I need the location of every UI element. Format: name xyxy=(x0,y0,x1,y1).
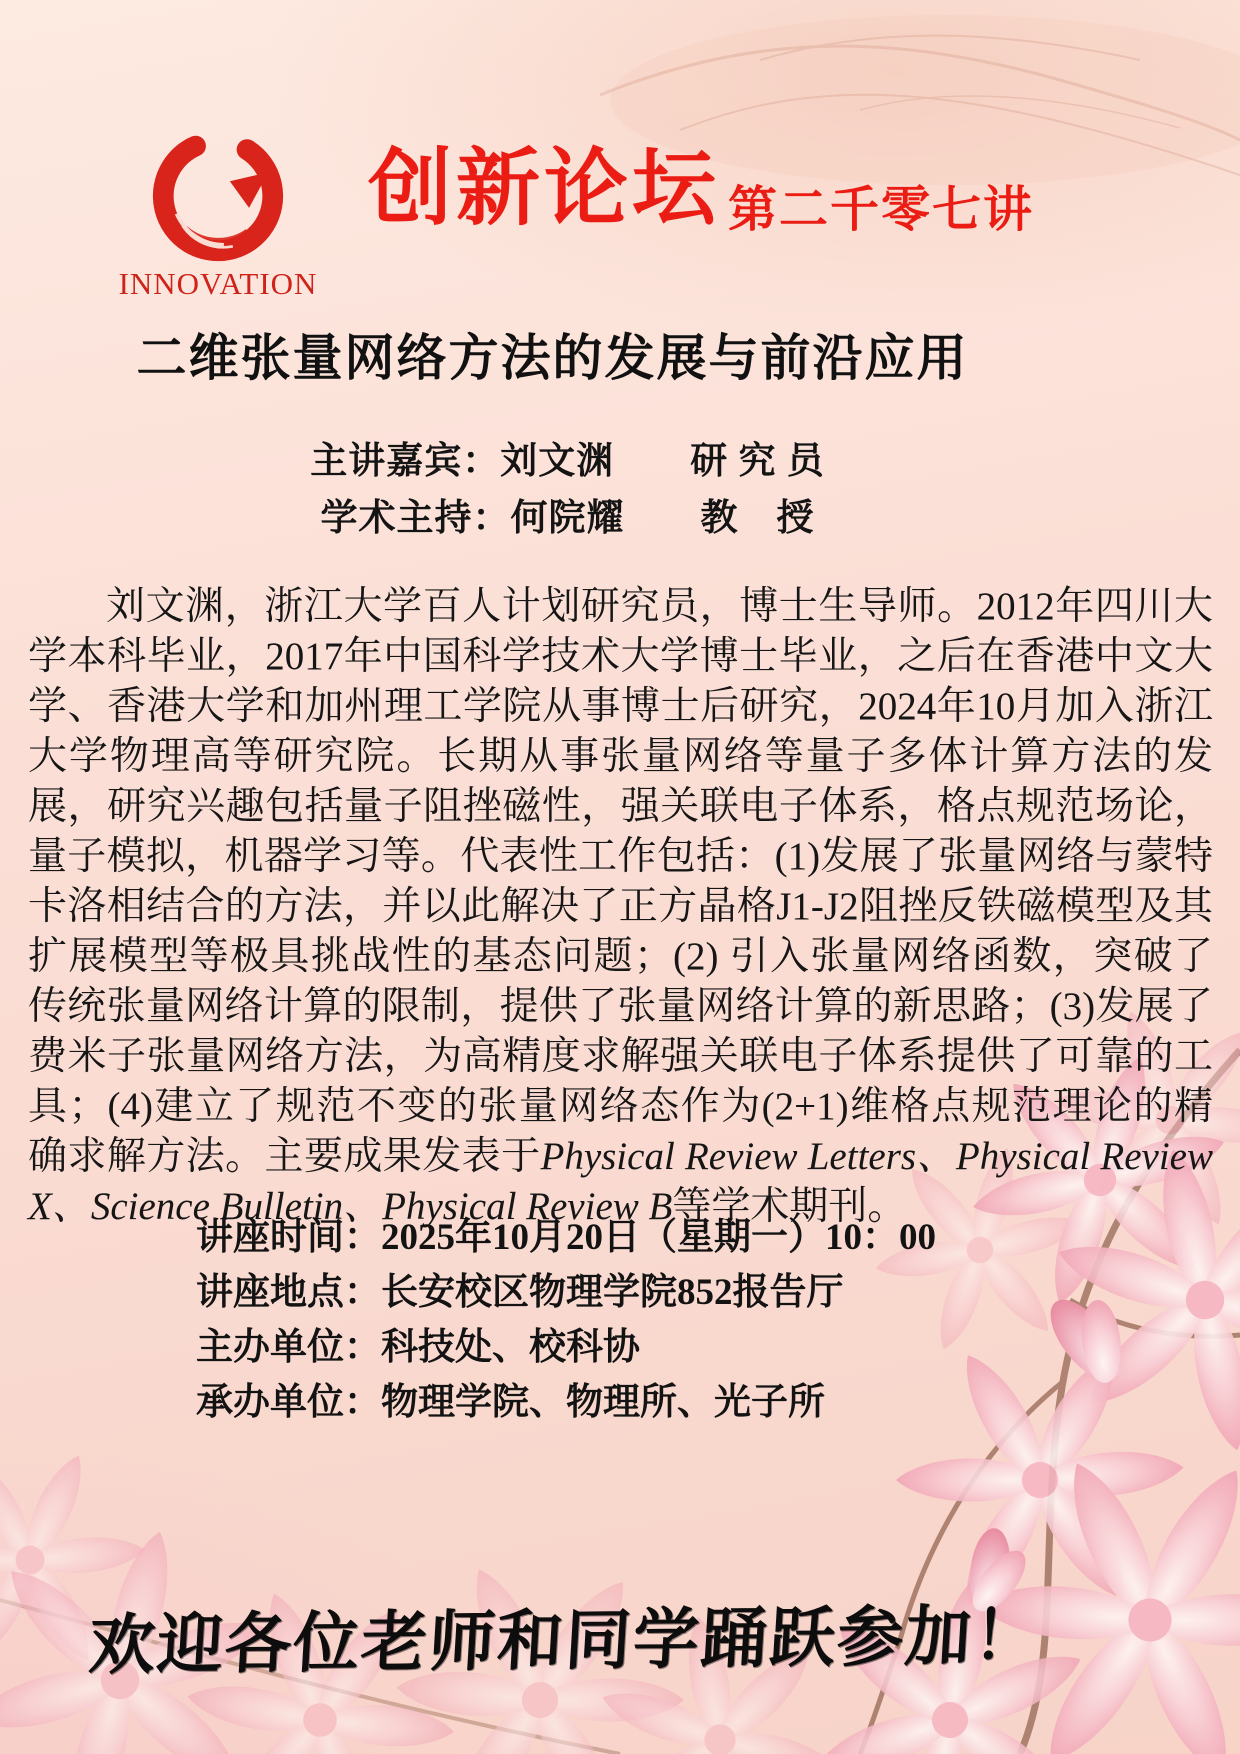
session-number: 第二千零七讲 xyxy=(728,183,1035,237)
detail-value: 长安校区物理学院852报告厅 xyxy=(381,1272,844,1313)
detail-row-organizer xyxy=(196,1320,936,1375)
logo-label: INNOVATION xyxy=(118,266,318,301)
forum-title: 创新论坛 xyxy=(368,141,721,235)
lecture-title: 二维张量网络方法的发展与前沿应用 xyxy=(136,330,969,386)
detail-value: 2025年10月20日（星期一）10：00 xyxy=(381,1217,936,1258)
detail-label: 讲座地点： xyxy=(196,1272,381,1313)
speaker-line: 主讲嘉宾：刘文渊 研 究 员 xyxy=(310,441,825,482)
detail-label: 主办单位： xyxy=(196,1327,381,1368)
welcome-calligraphy: 欢迎各位老师和同学踊跃参加！ xyxy=(86,1599,1044,1684)
lecture-details xyxy=(196,1210,936,1430)
detail-value: 物理学院、物理所、光子所 xyxy=(381,1382,825,1423)
detail-row-undertaker xyxy=(196,1375,936,1430)
detail-label: 讲座时间： xyxy=(196,1217,381,1258)
detail-row-location xyxy=(196,1265,936,1320)
detail-label: 承办单位： xyxy=(196,1382,381,1423)
speaker-biography xyxy=(28,582,1213,1232)
innovation-logo-icon xyxy=(139,122,297,270)
bio-text-part1: 刘文渊，浙江大学百人计划研究员，博士生导师。2012年四川大学本科毕业，2017年中国科学技术大学博士毕业，之后在香港中文大学、香港大学和加州理工学院从事博士后研究，2024年10月加入浙江大学物理高等研究院。长期从事张量网络等量子多体计算方法的发展，研究兴趣包括量子阻挫磁性，强关联电子体系，格点规范场论，量子模拟，机器学习等。代表性工作包括：(1)发展了张量网络与蒙特卡洛相结合的方法，并以此解决了正方晶格J1-J2阻挫反铁磁模型及其扩展模型等极具挑战性的基态问题；(2) 引入张量网络函数，突破了传统张量网络计算的限制，提供了张量网络计算的新思路；(3)发展了费米子张量网络方法，为高精度求解强关联电子体系提供了可靠的工具；(4)建立了规范不变的张量网络态作为(2+1)维格点规范理论的精确求解方法。主要成果发表于 xyxy=(28,585,1213,1178)
innovation-logo xyxy=(112,122,324,302)
host-line: 学术主持：何院耀 教 授 xyxy=(320,498,815,539)
bio-text-part2: 等学术期刊。 xyxy=(672,1185,907,1228)
detail-row-time xyxy=(196,1210,936,1265)
detail-value: 科技处、校科协 xyxy=(381,1327,640,1368)
bio-journal-names: Physical Review Letters、Physical Review X、Science Bulletin、Physical Review B xyxy=(28,1135,1213,1228)
